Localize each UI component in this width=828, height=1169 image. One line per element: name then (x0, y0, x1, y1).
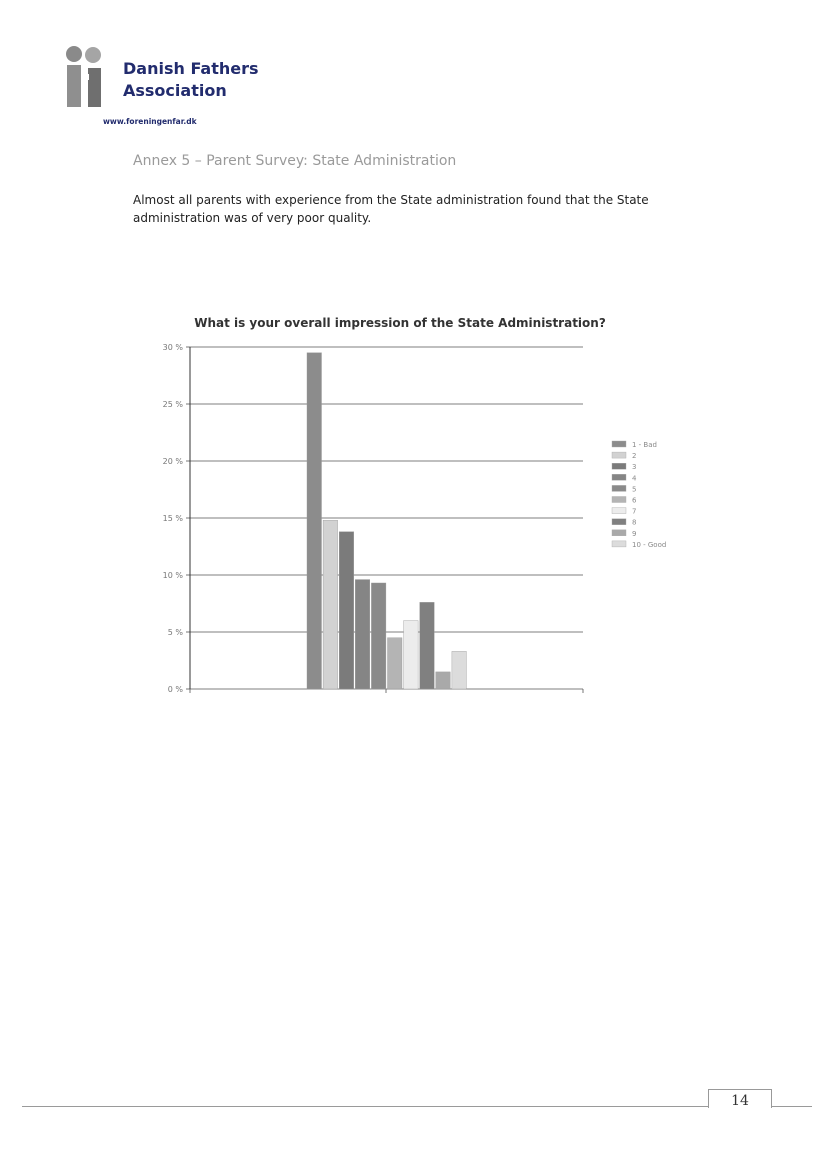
legend-swatch (612, 497, 626, 503)
legend-swatch (612, 463, 626, 469)
chart-bars (307, 353, 466, 689)
legend-swatch (612, 452, 626, 458)
intro-paragraph: Almost all parents with experience from the State administration found that the State administration was of very poor quality. (133, 193, 649, 225)
y-tick-label: 10 % (162, 571, 183, 580)
legend-label: 4 (632, 474, 637, 483)
legend-label: 6 (632, 496, 637, 505)
annex-title: Annex 5 – Parent Survey: State Administration (133, 153, 457, 169)
page-number: 14 (731, 1093, 749, 1109)
legend-label: 2 (632, 452, 637, 461)
y-tick-label: 30 % (162, 343, 183, 352)
legend-label: 8 (632, 518, 637, 527)
legend-swatch (612, 508, 626, 514)
footer-rule-left (22, 1106, 708, 1107)
legend-swatch (612, 441, 626, 447)
bar-2 (323, 520, 338, 689)
org-name-line1: Danish Fathers (123, 59, 259, 78)
bar-7 (404, 621, 419, 689)
legend-swatch (612, 485, 626, 491)
legend-swatch (612, 541, 626, 547)
bar-4 (355, 580, 370, 689)
legend-label: 1 - Bad (632, 441, 657, 449)
legend-label: 7 (632, 507, 637, 516)
chart-legend (612, 441, 666, 549)
bar-5 (371, 583, 386, 689)
page-number-box (708, 1089, 772, 1108)
bar-chart (150, 336, 680, 706)
y-tick-label: 20 % (162, 457, 183, 466)
legend-label: 9 (632, 529, 637, 538)
bar-9 (436, 672, 451, 689)
organization-name (123, 58, 259, 102)
y-tick-label: 25 % (162, 400, 183, 409)
legend-label: 5 (632, 485, 637, 494)
association-logo (62, 44, 112, 108)
chart-title: What is your overall impression of the State Administration? (194, 316, 606, 330)
bar-8 (420, 602, 435, 689)
chart-grid (190, 347, 583, 689)
bar-1 (307, 353, 322, 689)
bar-3 (339, 532, 354, 689)
y-tick-label: 5 % (167, 628, 183, 637)
org-name-line2: Association (123, 81, 227, 100)
legend-swatch (612, 519, 626, 525)
y-tick-label: 0 % (167, 685, 183, 694)
footer-rule-right (772, 1106, 812, 1107)
bar-6 (388, 638, 403, 689)
bar-10 (452, 651, 467, 689)
legend-label: 3 (632, 463, 637, 472)
website-link[interactable]: www.foreningenfar.dk (103, 117, 197, 126)
y-tick-label: 15 % (162, 514, 183, 523)
legend-swatch (612, 530, 626, 536)
legend-swatch (612, 474, 626, 480)
legend-label: 10 - Good (632, 540, 667, 549)
